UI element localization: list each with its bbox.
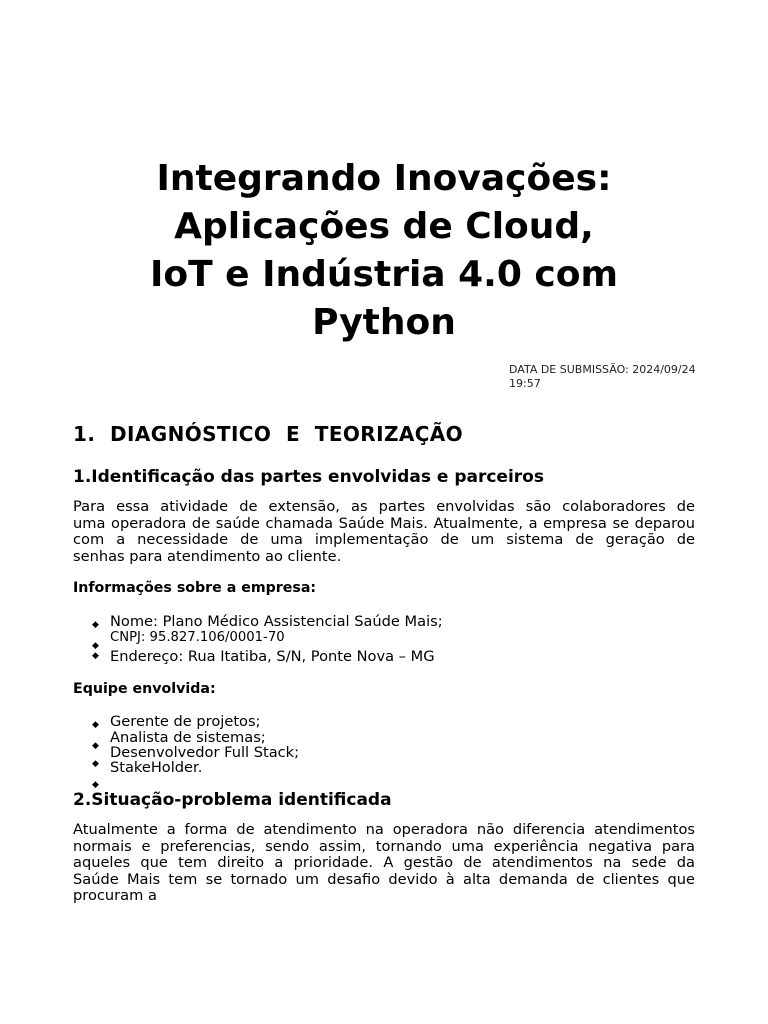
section-heading-diagnostico: 1. DIAGNÓSTICO E TEORIZAÇÃO [73, 422, 464, 446]
bullet-diamond-icon: ◆ [92, 641, 99, 651]
paragraph-line: Saúde Mais tem se tornado um desafio devido à alta demanda de clientes que [73, 870, 695, 888]
submission-date-line: DATA DE SUBMISSÃO: 2024/09/24 [509, 363, 696, 376]
paragraph-partes-envolvidas [73, 499, 695, 565]
paragraph-line: Para essa atividade de extensão, as partes envolvidas são colaboradores de [73, 498, 695, 515]
paragraph-line: Atualmente a forma de atendimento na operadora não diferencia atendimentos [73, 821, 695, 838]
submission-time-line: 19:57 [509, 377, 541, 390]
paragraph-line: com a necessidade de uma implementação de um sistema de geração de [73, 531, 695, 548]
paragraph-situacao-problema [73, 822, 695, 905]
paragraph-line: normais e preferencias, sendo assim, tornando uma experiência negativa para [73, 837, 695, 855]
paragraph-line: aqueles que tem direito a prioridade. A gestão de atendimentos na sede da [73, 854, 695, 871]
list-item: Endereço: Rua Itatiba, S/N, Ponte Nova – MG [110, 648, 435, 665]
bullet-diamond-icon: ◆ [92, 651, 99, 661]
subsection-heading-partes: 1.Identificação das partes envolvidas e parceiros [73, 467, 544, 487]
list-item: StakeHolder. [110, 759, 203, 776]
paragraph-line: senhas para atendimento ao cliente. [73, 547, 342, 565]
bullet-diamond-icon: ◆ [92, 780, 99, 790]
list-item: CNPJ: 95.827.106/0001-70 [110, 630, 285, 645]
company-info-label: Informações sobre a empresa: [73, 580, 317, 596]
document-title [100, 155, 668, 347]
submission-date [509, 363, 719, 391]
title-line: Aplicações de Cloud, [174, 206, 594, 247]
list-item: Gerente de projetos; [110, 713, 261, 730]
bullet-diamond-icon: ◆ [92, 620, 99, 630]
bullet-diamond-icon: ◆ [92, 720, 99, 730]
title-line: IoT e Indústria 4.0 com [149, 254, 619, 295]
bullet-diamond-icon: ◆ [92, 741, 99, 751]
list-item: Desenvolvedor Full Stack; [110, 744, 300, 761]
team-label: Equipe envolvida: [73, 681, 216, 697]
bullet-diamond-icon: ◆ [92, 759, 99, 769]
paragraph-line: uma operadora de saúde chamada Saúde Mais. Atualmente, a empresa se deparou [73, 514, 695, 532]
list-item: Analista de sistemas; [110, 729, 266, 746]
title-line: Python [312, 302, 456, 343]
paragraph-line: procuram a [73, 887, 157, 904]
title-line: Integrando Inovações: [156, 158, 612, 199]
subsection-heading-situacao: 2.Situação-problema identificada [73, 790, 392, 810]
list-item: Nome: Plano Médico Assistencial Saúde Mais; [110, 613, 443, 630]
